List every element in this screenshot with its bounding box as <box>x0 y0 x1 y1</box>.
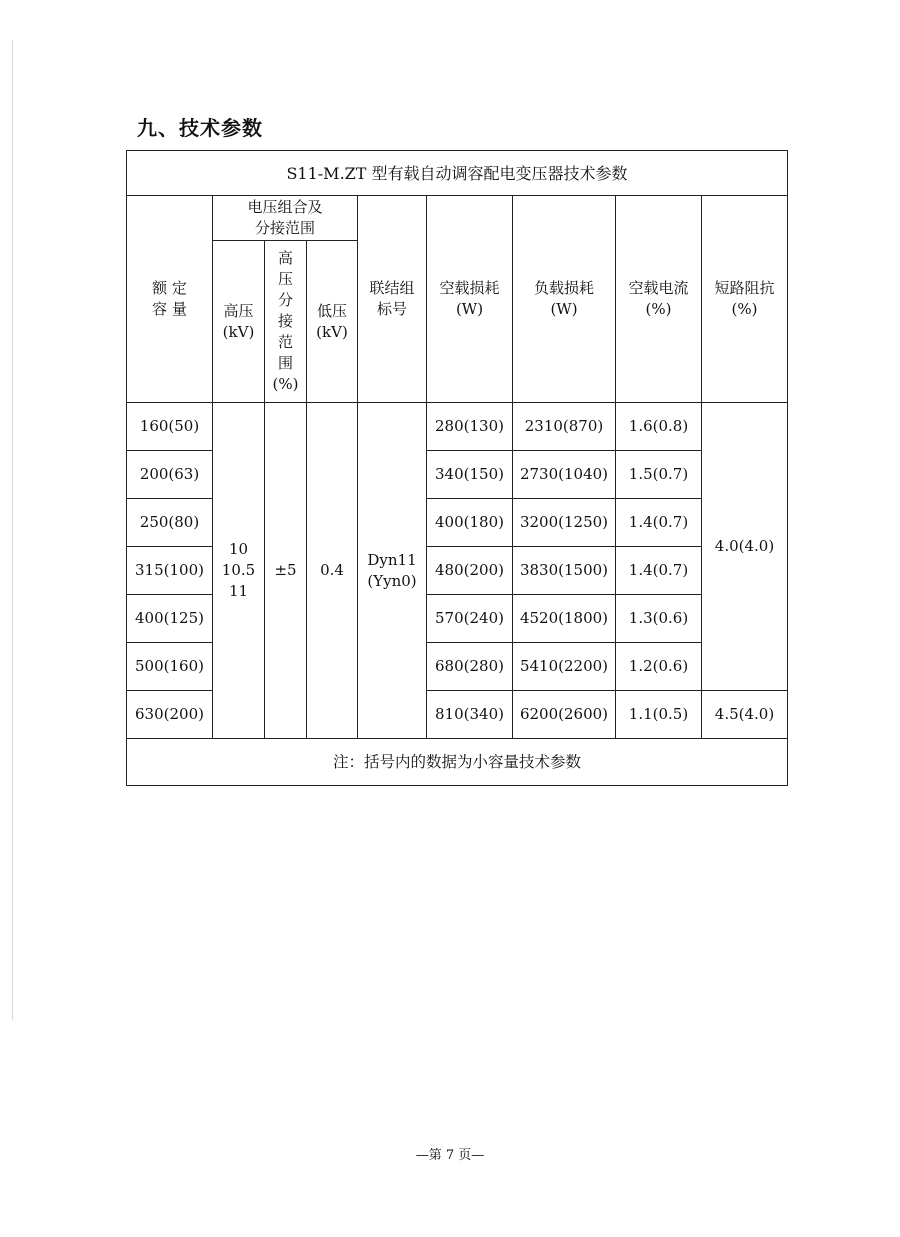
cell-vector-group <box>358 403 427 739</box>
cell-no-load-loss: 810(340) <box>427 691 513 739</box>
table-caption: S11-M.ZT 型有载自动调容配电变压器技术参数 <box>127 151 788 196</box>
cell-no-load-loss: 570(240) <box>427 595 513 643</box>
header-lv <box>307 241 358 403</box>
cell-tap-range: ±5 <box>265 403 307 739</box>
table-row <box>127 403 788 451</box>
header-line: (%) <box>645 300 672 318</box>
header-line: 低压 <box>316 301 347 320</box>
cell-no-load-current: 1.5(0.7) <box>616 451 702 499</box>
header-line: 接 <box>277 312 293 330</box>
cell-load-loss: 6200(2600) <box>513 691 616 739</box>
header-line: 空载损耗 <box>439 279 500 297</box>
cell-line: 10 <box>228 540 249 558</box>
cell-load-loss: 2730(1040) <box>513 451 616 499</box>
cell-line: (Yyn0) <box>367 571 417 590</box>
page-number: —第 7 页— <box>415 1148 485 1163</box>
cell-capacity: 200(63) <box>127 451 213 499</box>
cell-no-load-loss: 680(280) <box>427 643 513 691</box>
header-line: 标号 <box>376 300 407 318</box>
header-line: (%) <box>731 300 758 318</box>
cell-no-load-current: 1.3(0.6) <box>616 595 702 643</box>
cell-hv-values <box>213 403 265 739</box>
header-hv <box>213 241 265 403</box>
cell-load-loss: 5410(2200) <box>513 643 616 691</box>
cell-load-loss: 4520(1800) <box>513 595 616 643</box>
table-note: 注：括号内的数据为小容量技术参数 <box>127 739 788 786</box>
header-line: 额 定 <box>152 279 187 297</box>
header-line: 高 <box>277 249 293 267</box>
cell-load-loss: 2310(870) <box>513 403 616 451</box>
cell-no-load-current: 1.1(0.5) <box>616 691 702 739</box>
cell-load-loss: 3200(1250) <box>513 499 616 547</box>
cell-no-load-loss: 340(150) <box>427 451 513 499</box>
header-line: 联结组 <box>369 279 415 297</box>
header-line: 围 <box>277 354 293 372</box>
cell-line: 11 <box>228 582 249 600</box>
header-line: (kV) <box>222 322 255 341</box>
cell-capacity: 400(125) <box>127 595 213 643</box>
technical-parameters-table <box>126 150 788 786</box>
header-line: 负载损耗 <box>533 279 594 297</box>
header-rated-capacity <box>127 196 213 403</box>
header-line: 短路阻抗 <box>714 279 775 297</box>
cell-no-load-loss: 280(130) <box>427 403 513 451</box>
header-voltage-group <box>213 196 358 241</box>
header-line: (%) <box>272 375 299 393</box>
header-tap-range <box>265 241 307 403</box>
header-no-load-current <box>616 196 702 403</box>
cell-no-load-current: 1.6(0.8) <box>616 403 702 451</box>
header-line: (W) <box>550 300 578 318</box>
header-line: 分 <box>277 291 293 309</box>
cell-no-load-current: 1.4(0.7) <box>616 499 702 547</box>
cell-no-load-loss: 400(180) <box>427 499 513 547</box>
cell-load-loss: 3830(1500) <box>513 547 616 595</box>
header-line: 容 量 <box>152 300 187 318</box>
header-no-load-loss <box>427 196 513 403</box>
header-line: 压 <box>277 270 293 288</box>
cell-capacity: 315(100) <box>127 547 213 595</box>
header-vector-group <box>358 196 427 403</box>
section-heading: 九、技术参数 <box>137 116 263 140</box>
cell-impedance: 4.5(4.0) <box>702 691 788 739</box>
header-line: 分接范围 <box>254 219 315 237</box>
header-short-circuit-impedance <box>702 196 788 403</box>
cell-impedance-group: 4.0(4.0) <box>702 403 788 691</box>
cell-no-load-current: 1.2(0.6) <box>616 643 702 691</box>
header-line: 电压组合及 <box>247 198 323 216</box>
cell-capacity: 160(50) <box>127 403 213 451</box>
header-line: 高压 <box>223 301 254 320</box>
cell-capacity: 630(200) <box>127 691 213 739</box>
cell-no-load-current: 1.4(0.7) <box>616 547 702 595</box>
header-load-loss <box>513 196 616 403</box>
cell-capacity: 250(80) <box>127 499 213 547</box>
cell-line: Dyn11 <box>367 550 417 569</box>
header-line: 范 <box>277 333 293 351</box>
cell-line: 10.5 <box>221 561 256 579</box>
header-line: (kV) <box>316 322 348 341</box>
scan-edge-line <box>12 40 13 1020</box>
cell-no-load-loss: 480(200) <box>427 547 513 595</box>
cell-lv: 0.4 <box>307 403 358 739</box>
header-line: (W) <box>455 300 484 318</box>
header-line: 空载电流 <box>628 279 689 297</box>
cell-capacity: 500(160) <box>127 643 213 691</box>
